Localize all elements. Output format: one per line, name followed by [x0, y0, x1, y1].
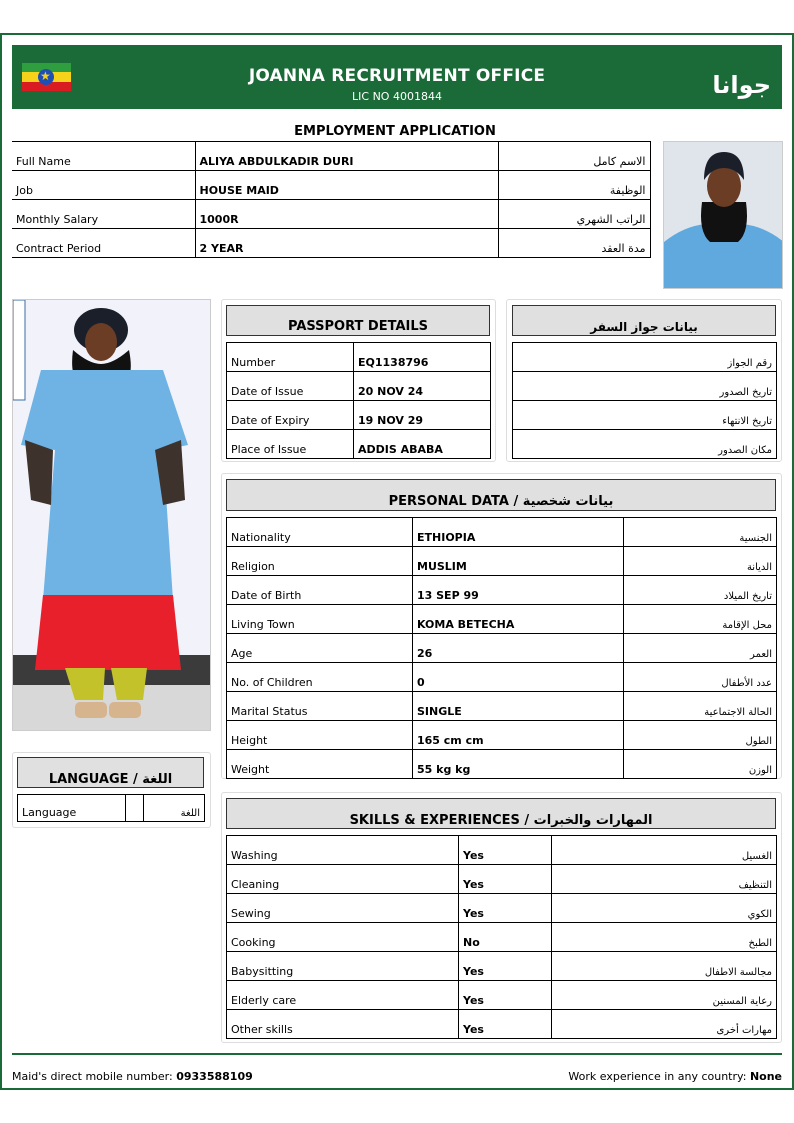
row-label: Number [227, 343, 354, 372]
row-arabic-label: الوظيفة [498, 171, 650, 200]
experience-value: None [749, 1070, 782, 1083]
row-value: EQ1138796 [354, 343, 491, 372]
full-body-photo [12, 299, 211, 731]
row-value: No [459, 923, 552, 952]
row-arabic-label: الجنسية [624, 518, 777, 547]
row-value: 165 cm cm [413, 721, 624, 750]
row-arabic-label: الحالة الاجتماعية [624, 692, 777, 721]
row-label: Date of Issue [227, 372, 354, 401]
row-value: SINGLE [413, 692, 624, 721]
table-row [227, 981, 777, 1010]
row-label: Marital Status [227, 692, 413, 721]
row-value: ETHIOPIA [413, 518, 624, 547]
table-row [227, 372, 491, 401]
language-table [17, 794, 205, 822]
row-value: 2 YEAR [195, 229, 498, 258]
form-title: EMPLOYMENT APPLICATION [294, 124, 496, 139]
row-arabic-label: العمر [624, 634, 777, 663]
row-arabic-label: الاسم كامل [498, 142, 650, 171]
row-label: Elderly care [227, 981, 459, 1010]
table-row [227, 952, 777, 981]
row-value: Yes [459, 1010, 552, 1039]
table-row [227, 430, 491, 459]
table-row [227, 836, 777, 865]
table-row [227, 576, 777, 605]
row-value: 55 kg kg [413, 750, 624, 779]
row-label: Babysitting [227, 952, 459, 981]
row-value: Yes [459, 981, 552, 1010]
row-value: ADDIS ABABA [354, 430, 491, 459]
row-label: Cleaning [227, 865, 459, 894]
row-arabic-label: الطبخ [552, 923, 777, 952]
row-label: Religion [227, 547, 413, 576]
row-arabic-label: تاريخ الميلاد [624, 576, 777, 605]
row-label: Age [227, 634, 413, 663]
table-row [227, 634, 777, 663]
applicant-table [12, 141, 651, 258]
table-row [513, 401, 777, 430]
table-row [227, 692, 777, 721]
row-value: Yes [459, 836, 552, 865]
row-label: Cooking [227, 923, 459, 952]
passport-arabic-table [512, 342, 777, 459]
row-value: Yes [459, 894, 552, 923]
row-value: HOUSE MAID [195, 171, 498, 200]
row-arabic-label: الديانة [624, 547, 777, 576]
personal-table [226, 517, 777, 779]
table-row [227, 343, 491, 372]
table-row [227, 1010, 777, 1039]
row-value: 26 [413, 634, 624, 663]
skills-section-title: SKILLS & EXPERIENCES / المهارات والخبرات [226, 798, 776, 829]
row-label: Job [12, 171, 195, 200]
row-arabic-label: تاريخ الصدور [513, 372, 777, 401]
table-row [18, 795, 205, 822]
language-value [126, 795, 144, 822]
mobile-number-note [12, 1070, 253, 1083]
table-row [227, 865, 777, 894]
row-value: 1000R [195, 200, 498, 229]
passport-table [226, 342, 491, 459]
table-row [227, 401, 491, 430]
table-row [227, 663, 777, 692]
personal-section-title: PERSONAL DATA / بيانات شخصية [226, 479, 776, 511]
row-label: Height [227, 721, 413, 750]
row-value: 19 NOV 29 [354, 401, 491, 430]
row-arabic-label: الطول [624, 721, 777, 750]
row-label: Weight [227, 750, 413, 779]
row-label: Full Name [12, 142, 195, 171]
skills-table [226, 835, 777, 1039]
passport-section-title: PASSPORT DETAILS [226, 305, 490, 336]
row-arabic-label: الوزن [624, 750, 777, 779]
office-header [12, 45, 782, 109]
table-row [227, 923, 777, 952]
row-label: Monthly Salary [12, 200, 195, 229]
table-row [227, 518, 777, 547]
row-value: ALIYA ABDULKADIR DURI [195, 142, 498, 171]
row-arabic-label: مهارات أخرى [552, 1010, 777, 1039]
row-arabic-label: الراتب الشهري [498, 200, 650, 229]
portrait-photo [663, 141, 783, 289]
row-arabic-label: مجالسة الاطفال [552, 952, 777, 981]
row-label: Nationality [227, 518, 413, 547]
mobile-value: 0933588109 [176, 1070, 253, 1083]
row-label: Place of Issue [227, 430, 354, 459]
table-row [12, 200, 650, 229]
row-arabic-label: الغسيل [552, 836, 777, 865]
row-arabic-label: محل الإقامة [624, 605, 777, 634]
row-arabic-label: رقم الجواز [513, 343, 777, 372]
row-label: Washing [227, 836, 459, 865]
row-arabic-label: تاريخ الانتهاء [513, 401, 777, 430]
row-label: Living Town [227, 605, 413, 634]
office-name: JOANNA RECRUITMENT OFFICE [248, 66, 546, 86]
row-label: Date of Expiry [227, 401, 354, 430]
row-value: MUSLIM [413, 547, 624, 576]
row-arabic-label: عدد الأطفال [624, 663, 777, 692]
table-row [513, 343, 777, 372]
mobile-label: Maid's direct mobile number: [12, 1070, 173, 1083]
row-label: Sewing [227, 894, 459, 923]
row-value: Yes [459, 952, 552, 981]
row-label: Date of Birth [227, 576, 413, 605]
row-arabic-label: مدة العقد [498, 229, 650, 258]
license-number: LIC NO 4001844 [352, 90, 442, 103]
table-row [513, 372, 777, 401]
row-arabic-label: التنظيف [552, 865, 777, 894]
table-row [227, 894, 777, 923]
table-row [513, 430, 777, 459]
work-experience-note [568, 1070, 782, 1083]
row-arabic-label: الكوي [552, 894, 777, 923]
row-label: Other skills [227, 1010, 459, 1039]
table-row [227, 750, 777, 779]
experience-label: Work experience in any country: [568, 1070, 747, 1083]
row-label: Contract Period [12, 229, 195, 258]
row-value: 20 NOV 24 [354, 372, 491, 401]
row-arabic-label: رعاية المسنين [552, 981, 777, 1010]
language-arabic-label: اللغة [144, 795, 205, 822]
table-row [227, 547, 777, 576]
table-row [12, 142, 650, 171]
table-row [12, 171, 650, 200]
table-row [12, 229, 650, 258]
row-value: 13 SEP 99 [413, 576, 624, 605]
row-arabic-label: مكان الصدور [513, 430, 777, 459]
passport-arabic-title: بيانات جواز السفر [512, 305, 776, 336]
row-value: Yes [459, 865, 552, 894]
arabic-office-name: جوانا [712, 71, 771, 99]
table-row [227, 605, 777, 634]
row-label: No. of Children [227, 663, 413, 692]
language-label: Language [18, 795, 126, 822]
language-section-title: LANGUAGE / اللغة [17, 757, 204, 788]
table-row [227, 721, 777, 750]
footer-divider [12, 1053, 782, 1055]
row-value: 0 [413, 663, 624, 692]
row-value: KOMA BETECHA [413, 605, 624, 634]
